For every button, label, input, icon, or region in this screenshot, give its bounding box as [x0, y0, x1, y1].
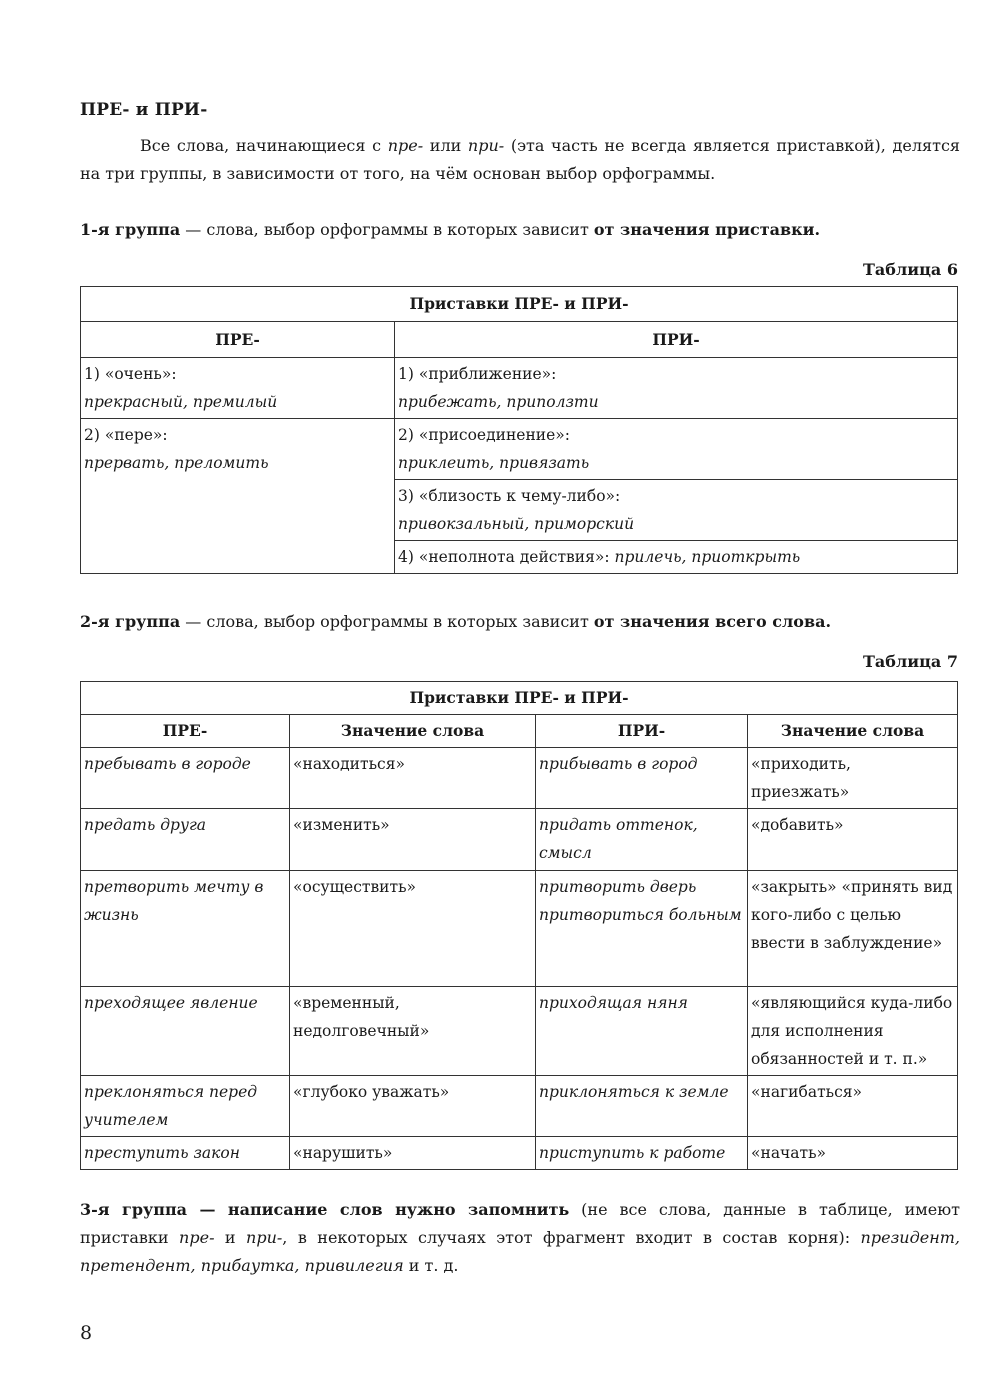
pre-word: преклоняться перед учителем: [81, 1076, 290, 1137]
pri-meaning: 4) «неполнота действия»:: [398, 548, 615, 566]
table7-title: Приставки ПРЕ- и ПРИ-: [81, 682, 958, 715]
pre-examples: прекрасный, премилый: [84, 393, 278, 411]
page-number: 8: [80, 1322, 93, 1344]
table6-pri-cell: [395, 358, 958, 419]
table6-pri-cell: [395, 419, 958, 480]
group2-label: 2-я группа: [80, 612, 181, 631]
table-row: [81, 1076, 958, 1137]
table6-caption: Таблица 6: [863, 260, 958, 279]
pre-meaning: «изменить»: [290, 809, 536, 871]
table-row: [81, 809, 958, 871]
group2-text: — слова, выбор орфограммы в которых зависит: [180, 612, 594, 631]
table-row: [81, 1137, 958, 1170]
pre-meaning: «временный, недолговечный»: [290, 987, 536, 1076]
group2-paragraph: [80, 608, 960, 636]
group1-text: — слова, выбор орфограммы в которых зависит: [180, 220, 594, 239]
intro-text-1: Все слова, начинающиеся с: [140, 136, 388, 155]
table6-pre-cell: [81, 419, 395, 574]
intro-text-2: или: [423, 136, 468, 155]
group3-label: 3-я группа — написание слов нужно запомнить: [80, 1200, 570, 1219]
group1-bold: от значения приставки.: [593, 220, 821, 239]
pri-word: придать оттенок, смысл: [536, 809, 748, 871]
pri-meaning: 2) «присоединение»:: [398, 426, 571, 444]
group1-label: 1-я группа: [80, 220, 181, 239]
pri-meaning: «добавить»: [748, 809, 958, 871]
pre-word: преступить закон: [81, 1137, 290, 1170]
table7-header: ПРИ-: [536, 715, 748, 748]
pri-meaning: 3) «близость к чему-либо»:: [398, 487, 621, 505]
table-row: [81, 871, 958, 987]
table6-col-pre: ПРЕ-: [81, 322, 395, 358]
group3-text-4: и т. д.: [403, 1256, 459, 1275]
pri-meaning: 1) «приближение»:: [398, 365, 557, 383]
table-row: [81, 987, 958, 1076]
table6-pre-cell: [81, 358, 395, 419]
group3-paragraph: [80, 1196, 960, 1280]
pre-meaning: 1) «очень»:: [84, 365, 177, 383]
pri-word: приклоняться к земле: [536, 1076, 748, 1137]
pri-examples: привокзальный, приморский: [398, 515, 635, 533]
intro-pre: пре-: [387, 136, 424, 155]
table6-pri-cell: [395, 480, 958, 541]
pri-meaning: «начать»: [748, 1137, 958, 1170]
pri-examples: прилечь, приоткрыть: [614, 548, 801, 566]
pre-examples: прервать, преломить: [84, 454, 269, 472]
table-row: [81, 748, 958, 809]
group1-paragraph: [80, 216, 960, 244]
group3-pri: при-: [246, 1228, 283, 1247]
table6-title: Приставки ПРЕ- и ПРИ-: [81, 287, 958, 322]
group3-text-1: (не все слова, данные в таблице, имеют приставки: [80, 1200, 960, 1247]
pre-word: предать друга: [81, 809, 290, 871]
table7-caption: Таблица 7: [863, 652, 958, 671]
table7-header: Значение слова: [290, 715, 536, 748]
pri-word: прибывать в город: [536, 748, 748, 809]
table6-col-pri: ПРИ-: [395, 322, 958, 358]
section-heading: ПРЕ- и ПРИ-: [80, 100, 208, 120]
table6-pri-cell: [395, 541, 958, 574]
group2-bold: от значения всего слова.: [593, 612, 832, 631]
table6: [80, 286, 958, 574]
pre-meaning: «глубоко уважать»: [290, 1076, 536, 1137]
pri-meaning: «закрыть» «принять вид кого-либо с целью ввести в заблуждение»: [748, 871, 958, 987]
pri-word: приходящая няня: [536, 987, 748, 1076]
pri-meaning: «нагибаться»: [748, 1076, 958, 1137]
group3-examples: президент, претендент, прибаутка, привилегия: [80, 1228, 960, 1275]
pri-word: притворить дверь притвориться больным: [536, 871, 748, 987]
intro-paragraph: [80, 132, 960, 188]
pre-word: пребывать в городе: [81, 748, 290, 809]
pri-word: приступить к работе: [536, 1137, 748, 1170]
table7: [80, 681, 958, 1170]
table7-header: ПРЕ-: [81, 715, 290, 748]
pri-meaning: «приходить, приезжать»: [748, 748, 958, 809]
pri-meaning: «являющийся куда-либо для исполнения обязанностей и т. п.»: [748, 987, 958, 1076]
pre-word: преходящее явление: [81, 987, 290, 1076]
group3-text-3: , в некоторых случаях этот фрагмент входит в состав корня):: [282, 1228, 861, 1247]
pre-meaning: «находиться»: [290, 748, 536, 809]
intro-text-3: (эта часть не всегда является приставкой), делятся на три группы, в зависимости от того, на чём основан выбор орфограммы.: [80, 136, 960, 183]
pre-meaning: «осуществить»: [290, 871, 536, 987]
pri-examples: приклеить, привязать: [398, 454, 590, 472]
pre-word: претворить мечту в жизнь: [81, 871, 290, 987]
group3-text-2: и: [214, 1228, 247, 1247]
pre-meaning: 2) «пере»:: [84, 426, 168, 444]
pre-meaning: «нарушить»: [290, 1137, 536, 1170]
group3-pre: пре-: [179, 1228, 215, 1247]
intro-pri: при-: [467, 136, 505, 155]
pri-examples: прибежать, приползти: [398, 393, 599, 411]
table7-header: Значение слова: [748, 715, 958, 748]
